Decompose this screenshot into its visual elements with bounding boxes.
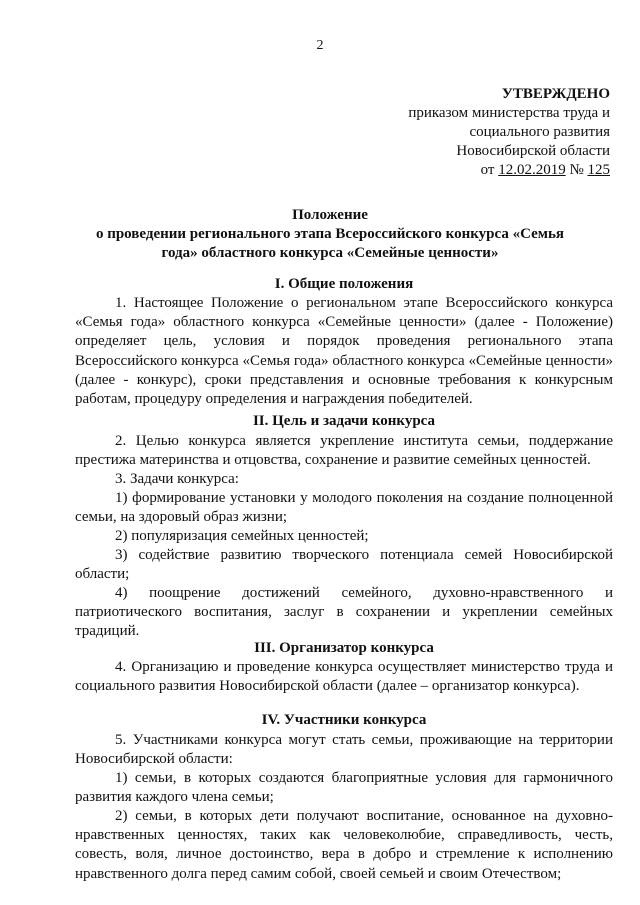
list-item: 4) поощрение достижений семейного, духовно-нравственного и патриотического воспитания, заслуг в сохранении и укреплении семейных традиций. [75, 585, 613, 640]
approval-block [408, 85, 610, 180]
approval-line: приказом министерства труда и [408, 105, 610, 121]
page-number: 2 [316, 38, 324, 53]
approval-date-line [408, 161, 610, 180]
list-item: 1) семьи, в которых создаются благоприятные условия для гармоничного развития каждого члена семьи; [75, 770, 613, 806]
section-heading: I. Общие положения [274, 276, 414, 292]
section-heading: III. Организатор конкурса [254, 640, 434, 656]
list-item: 1) формирование установки у молодого поколения на создание полноценной семьи, на здоровый образ жизни; [75, 490, 613, 526]
paragraph: 5. Участниками конкурса могут стать семьи, проживающие на территории Новосибирской области: [75, 732, 613, 768]
title-line: Положение [292, 207, 368, 223]
approval-heading: УТВЕРЖДЕНО [501, 86, 610, 102]
list-item: 2) семьи, в которых дети получают воспитание, основанное на духовно-нравственных ценностях, таких как человеколюбие, справедливость, честь, совесть, воля, личное достоинство, вера в добро и стремление к исполнению нравственного долга перед самим собой, своей семьей и своим Отечеством; [75, 808, 613, 882]
approval-line: Новосибирской области [456, 143, 610, 159]
title-line: о проведении регионального этапа Всероссийского конкурса «Семья [95, 226, 565, 242]
section-heading: II. Цель и задачи конкурса [252, 413, 436, 429]
date-prefix: от [480, 162, 495, 178]
paragraph: 2. Целью конкурса является укрепление института семьи, поддержание престижа материнства и отцовства, сохранение и развитие семейных ценностей. [75, 433, 613, 469]
approval-line: социального развития [469, 124, 610, 140]
number-sign: № [569, 162, 584, 178]
section-heading: IV. Участники конкурса [261, 712, 427, 728]
list-item: 3) содействие развитию творческого потенциала семей Новосибирской области; [75, 547, 613, 583]
approval-date: 12.02.2019 [498, 162, 566, 178]
approval-number: 125 [587, 162, 610, 178]
paragraph: 1. Настоящее Положение о региональном этапе Всероссийского конкурса «Семья года» областного конкурса «Семейные ценности» (далее - Положение) определяет цель, условия и порядок проведения регионального этапа Всероссийского конкурса «Семья года» областного конкурса «Семейные ценности» (далее - конкурс), сроки представления и основные требования к конкурсным работам, процедуру определения и награждения победителей. [75, 295, 613, 408]
paragraph: 3. Задачи конкурса: [115, 471, 239, 487]
list-item: 2) популяризация семейных ценностей; [115, 528, 369, 544]
document-title [70, 206, 590, 263]
paragraph: 4. Организацию и проведение конкурса осуществляет министерство труда и социального развития Новосибирской области (далее – организатор конкурса). [75, 659, 613, 695]
title-line: года» областного конкурса «Семейные ценности» [161, 245, 499, 261]
